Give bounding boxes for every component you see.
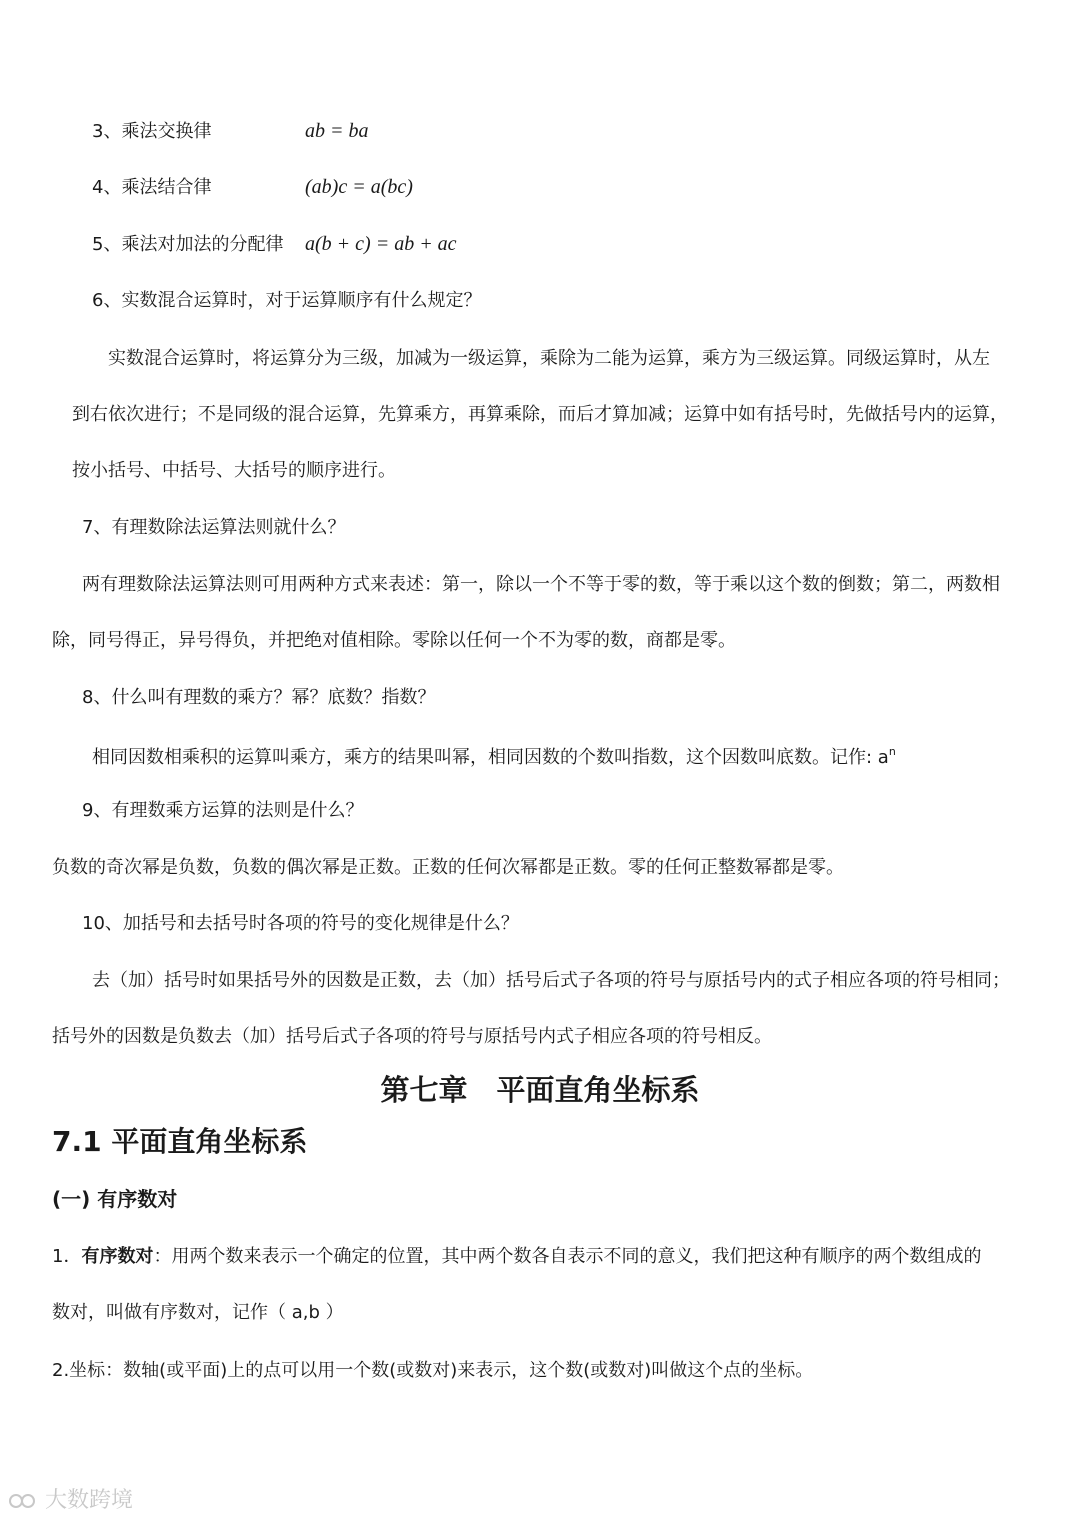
definition-term: 有序数对 <box>81 1246 154 1267</box>
law-4-formula: (ab)c = a(bc) <box>305 176 413 198</box>
law-5-label: 5、乘法对加法的分配律 <box>92 234 284 255</box>
q10-question: 10、加括号和去括号时各项的符号的变化规律是什么？ <box>82 913 519 934</box>
q9-answer: 负数的奇次幂是负数，负数的偶次幂是正数。正数的任何次幂都是正数。零的任何正整数幂都是零。 <box>52 857 844 878</box>
q8-answer-text: 相同因数相乘积的运算叫乘方，乘方的结果叫幂，相同因数的个数叫指数，这个因数叫底数。记作: a <box>92 747 889 768</box>
q6-answer-line: 按小括号、中括号、大括号的顺序进行。 <box>72 460 396 481</box>
definition-text: ：用两个数来表示一个确定的位置，其中两个数各自表示不同的意义，我们把这种有顺序的两个数组成的 <box>153 1246 982 1267</box>
q6-answer-line: 到右依次进行；不是同级的混合运算，先算乘方，再算乘除，而后才算加减；运算中如有括号时，先做括号内的运算， <box>72 404 1008 425</box>
q10-answer-line: 括号外的因数是负数去（加）括号后式子各项的符号与原括号内式子相应各项的符号相反。 <box>52 1026 772 1047</box>
definition-number: 1． <box>52 1246 82 1267</box>
definition-ordered-pair-continued: 数对，叫做有序数对，记作（ a,b ） <box>52 1302 344 1323</box>
definition-coordinate: 2.坐标：数轴(或平面)上的点可以用一个数(或数对)来表示，这个数(或数对)叫做这个点的坐标。 <box>52 1360 814 1381</box>
section-title: 7.1 平面直角坐标系 <box>52 1125 308 1158</box>
q7-question: 7、有理数除法运算法则就什么？ <box>82 517 346 538</box>
q6-answer-line: 实数混合运算时，将运算分为三级，加减为一级运算，乘除为二能为运算，乘方为三级运算。同级运算时，从左 <box>108 348 990 369</box>
chapter-title: 第七章 平面直角坐标系 <box>380 1073 700 1107</box>
q7-answer-line: 除，同号得正，异号得负，并把绝对值相除。零除以任何一个不为零的数，商都是零。 <box>52 630 736 651</box>
law-3-formula: ab = ba <box>305 120 369 142</box>
watermark-logo-icon <box>8 1490 38 1512</box>
q8-question: 8、什么叫有理数的乘方？幂？底数？指数？ <box>82 687 436 708</box>
watermark <box>8 1490 133 1512</box>
q7-answer-line: 两有理数除法运算法则可用两种方式来表述：第一，除以一个不等于零的数，等于乘以这个数的倒数；第二，两数相 <box>82 574 1000 595</box>
q10-answer-line: 去（加）括号时如果括号外的因数是正数，去（加）括号后式子各项的符号与原括号内的式子相应各项的符号相同； <box>92 970 1010 991</box>
q8-answer-superscript: n <box>888 745 896 758</box>
q8-answer <box>92 746 896 767</box>
law-4-label: 4、乘法结合律 <box>92 177 212 198</box>
subsection-title: (一) 有序数对 <box>52 1187 178 1211</box>
law-3-label: 3、乘法交换律 <box>92 121 212 142</box>
q6-question: 6、实数混合运算时，对于运算顺序有什么规定？ <box>92 290 482 311</box>
law-5-formula: a(b + c) = ab + ac <box>305 233 457 255</box>
definition-ordered-pair <box>52 1248 981 1266</box>
q9-question: 9、有理数乘方运算的法则是什么？ <box>82 800 364 821</box>
watermark-text: 大数跨境 <box>45 1488 134 1513</box>
